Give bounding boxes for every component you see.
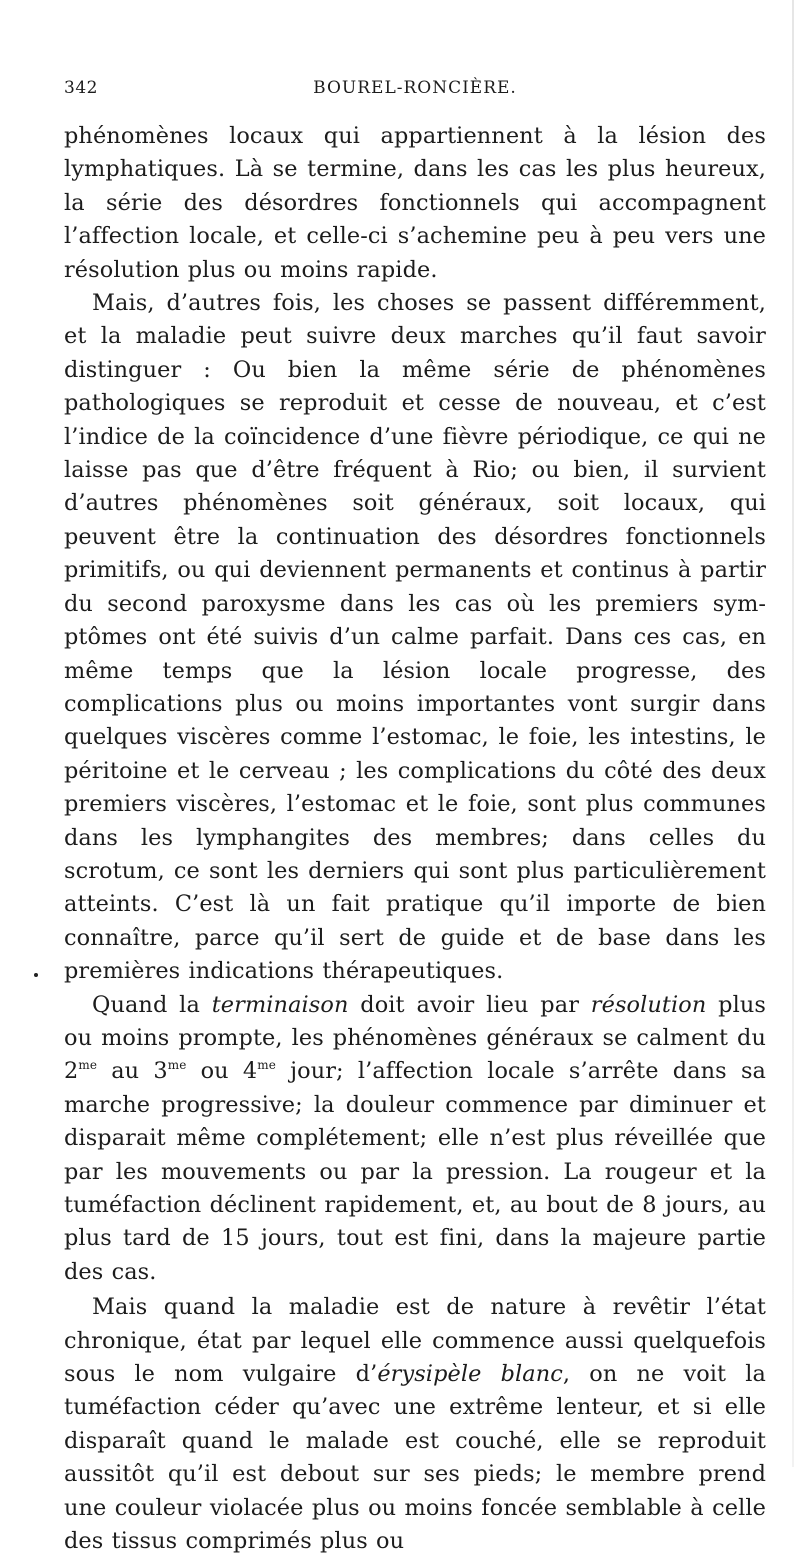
running-title: BOUREL-RONCIÈRE. [313,78,517,98]
text-run: , on ne voit la tuméfaction céder qu’avec une extrême lenteur, et si elle disparaît quand le malade est couché, elle se reproduit aussitôt qu’il est debout sur ses pieds; le membre prend une couleur violacée plus ou moins foncée semblable à celle des tissus comprimés plus ou [64,1361,766,1555]
text-run: Quand la [92,991,212,1018]
text-run: jour; l’affection locale s’arrête dans sa marche progressive; la douleur commence par diminuer et disparait même complétement; elle n’est plus réveillée que par les mouvements ou par la pression. La rougeur et la tuméfaction déclinent rapidement, et, au bout de 8 jours, au plus tard de 15 jours, tout est fini, dans la majeure partie des cas. [64,1058,766,1285]
paragraph-3 [64,989,766,1290]
ordinal-superscript: me [167,1058,187,1073]
text-run: doit avoir lieu par [348,991,591,1018]
page-number: 342 [64,78,98,98]
running-header [64,78,766,110]
paragraph-4 [64,1291,766,1558]
text-run: ou 4 [186,1058,258,1085]
italic-term-erysipele-blanc: érysipèle blanc [377,1361,563,1388]
italic-term-terminaison: terminaison [211,991,349,1018]
stray-ink-dot [34,973,38,977]
paragraph-2: Mais, d’autres fois, les choses se passent différemment, et la maladie peut suivre deux marches qu’il faut savoir distinguer : Ou bien la même série de phénomènes pathologiques se reproduit et cesse de nouveau, et c’est l’indice de la coïncidence d’une fièvre périodique, ce qui ne laisse pas que d’être fréquent à Rio; ou bien, il survient d’autres phénomènes soit généraux, soit locaux, qui peuvent être la continuation des désordres fonctionnels primitifs, ou qui deviennent permanents et continus à partir du second paroxysme dans les cas où les premiers symptômes ont été suivis d’un calme parfait. Dans ces cas, en même temps que la lésion locale progresse, des complications plus ou moins importantes vont surgir dans quelques viscères comme l’estomac, le foie, les intestins, le péritoine et le cerveau ; les complications du côté des deux premiers viscères, l’estomac et le foie, sont plus communes dans les lymphangites des membres; dans celles du scrotum, ce sont les derniers qui sont plus particulièrement atteints. C’est là un fait pratique qu’il importe de bien connaître, parce qu’il sert de guide et de base dans les premières indications thérapeutiques. [64,290,766,985]
page-edge-shadow [792,0,794,1467]
italic-term-resolution: résolution [590,991,707,1018]
paragraph-1: phénomènes locaux qui appartiennent à la lésion des lymphatiques. Là se termine, dans les cas les plus heureux, la série des désordres fonctionnels qui accompagnent l’affection locale, et celle-ci s’achemine peu à peu vers une résolution plus ou moins rapide. [64,123,766,283]
ordinal-superscript: me [257,1058,276,1073]
body-text [64,120,766,1558]
text-run: plus ou moins prompte, les phénomènes généraux se calment du 2 [64,991,766,1085]
ordinal-superscript: me [78,1058,98,1073]
text-run: au 3 [97,1058,168,1085]
text-run: Mais quand la maladie est de nature à revêtir l’état chronique, état par lequel elle commence aussi quelquefois sous le nom vulgaire d’ [64,1294,766,1388]
